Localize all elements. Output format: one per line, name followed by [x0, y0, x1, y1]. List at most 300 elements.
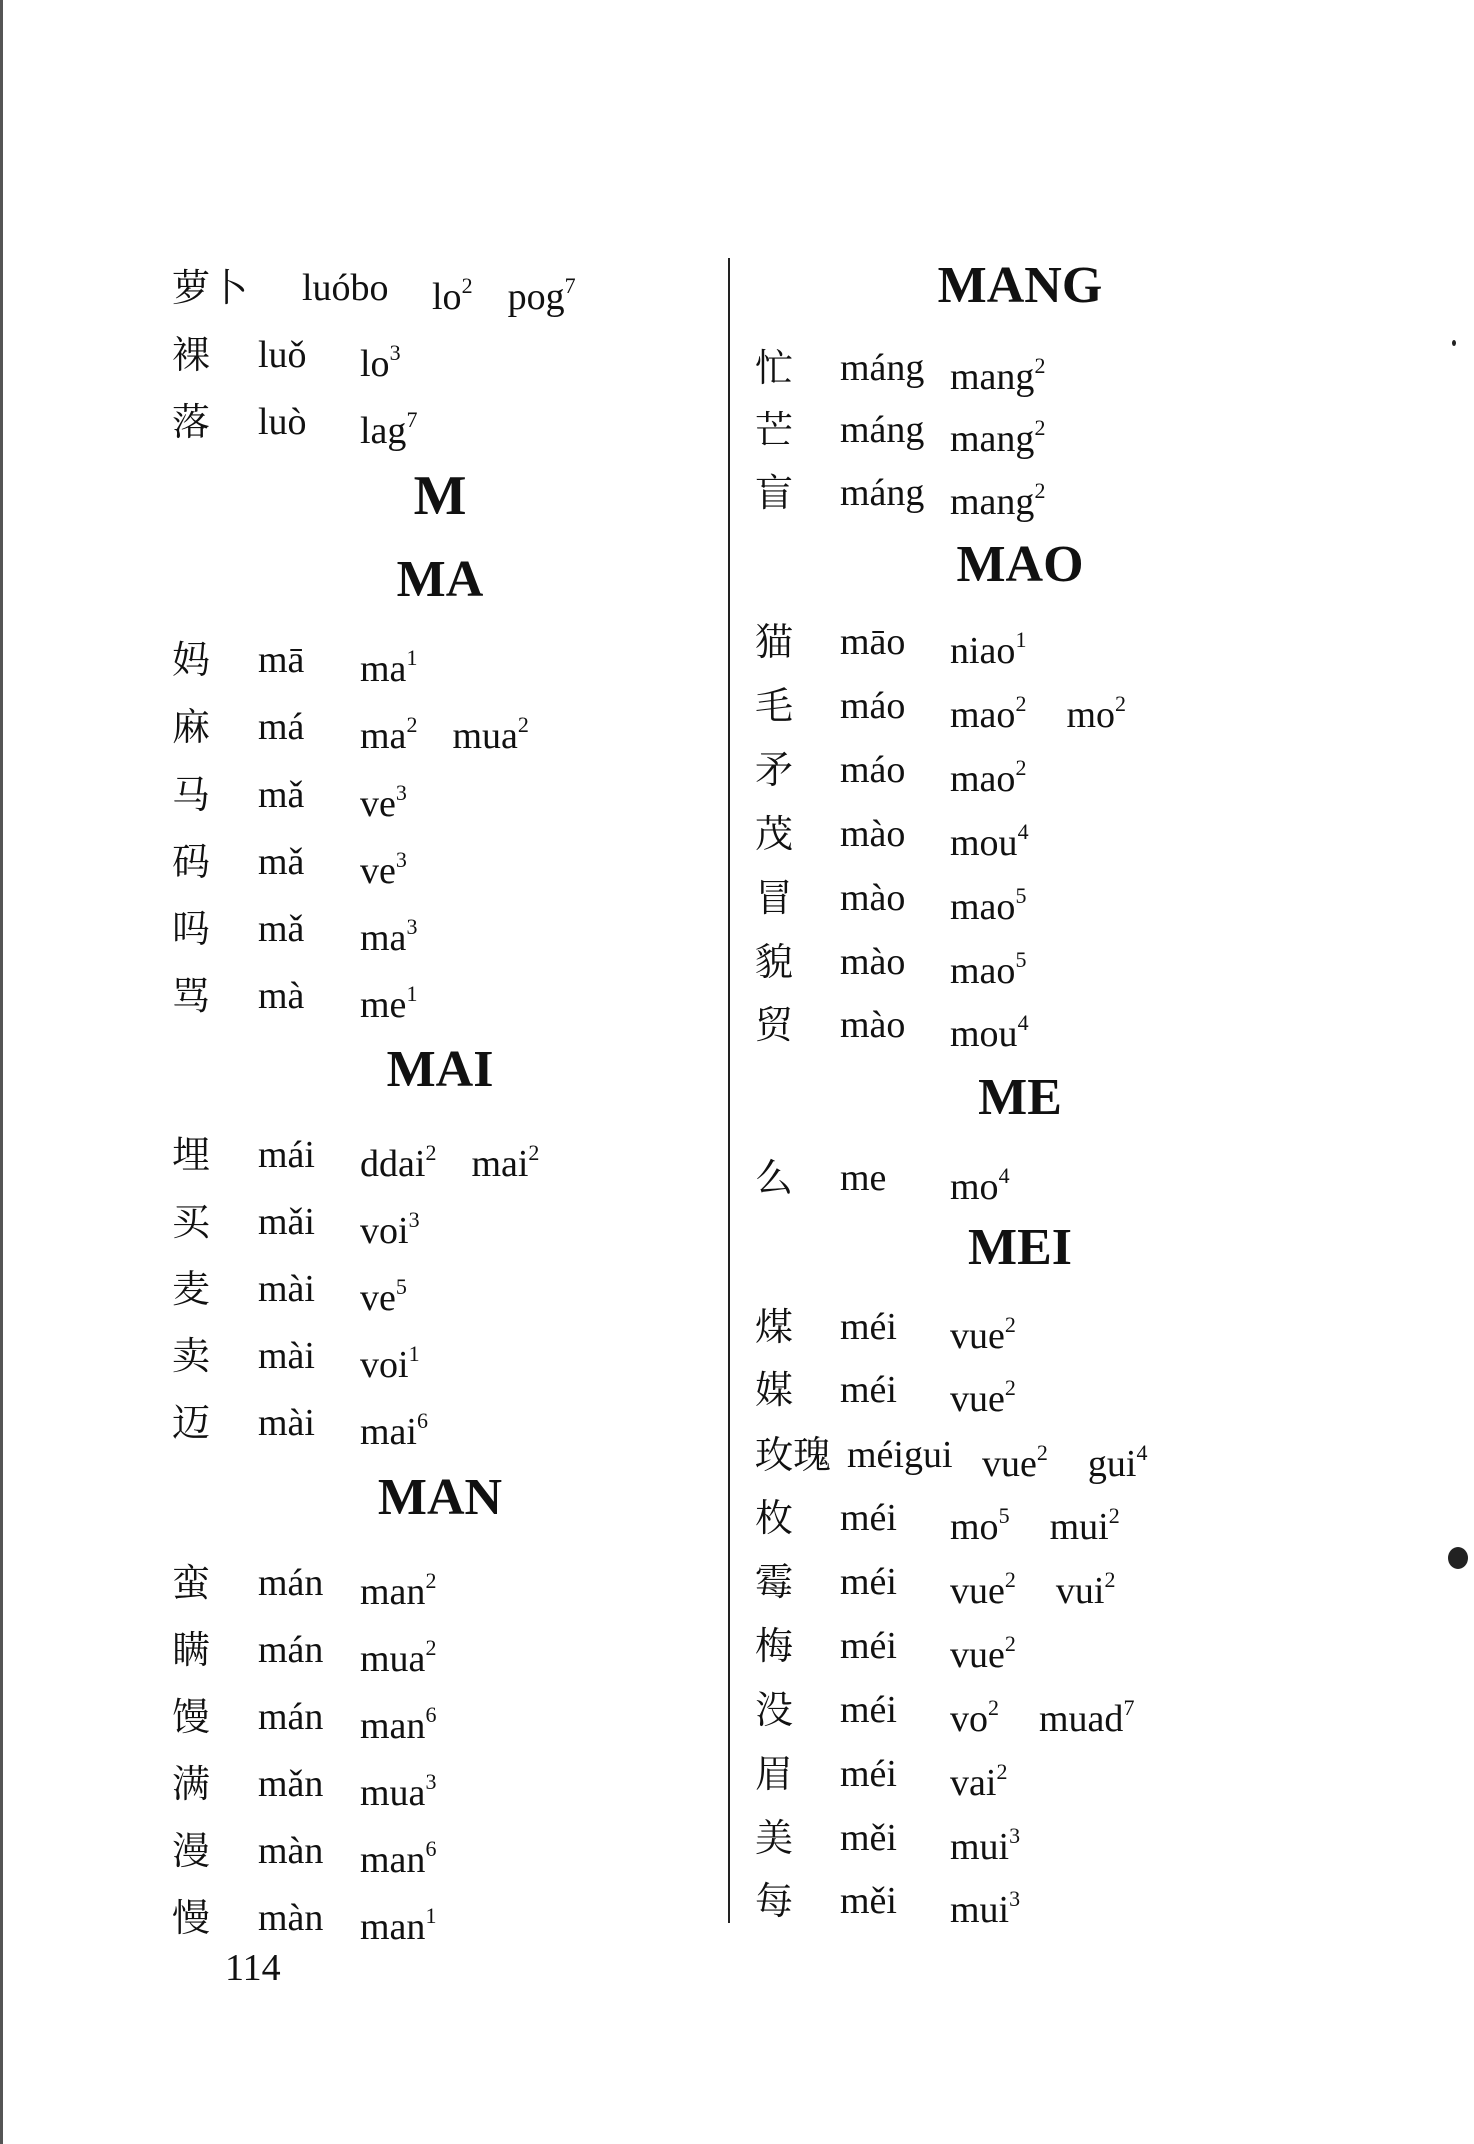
pinyin: méi	[840, 1369, 897, 1411]
dictionary-entry	[0, 1821, 720, 1881]
dictionary-entry	[0, 1553, 720, 1613]
hanzi: 毛	[755, 684, 794, 728]
dictionary-entry	[0, 1192, 720, 1252]
pinyin: mǎi	[258, 1201, 315, 1243]
pinyin: má	[258, 706, 305, 748]
reading	[950, 819, 1029, 864]
hanzi: 梅	[755, 1624, 794, 1668]
hanzi: 裸	[172, 333, 211, 377]
pinyin: mán	[258, 1696, 324, 1738]
readings	[950, 1148, 1010, 1217]
tone-number: 4	[1017, 1010, 1029, 1035]
hanzi: 吗	[172, 907, 211, 951]
readings	[950, 932, 1026, 1001]
hanzi: 貌	[755, 940, 794, 984]
readings	[432, 258, 576, 327]
dictionary-entry	[0, 765, 720, 825]
pinyin: měi	[840, 1880, 897, 1922]
hanzi: 美	[755, 1816, 794, 1860]
pinyin: mǎ	[258, 908, 305, 950]
tone-number: 2	[1004, 1312, 1016, 1337]
tone-number: 2	[1004, 1375, 1016, 1400]
dictionary-entry	[0, 832, 720, 892]
reading-base: vue	[982, 1442, 1037, 1485]
pinyin: mà	[258, 975, 305, 1017]
hanzi: 蛮	[172, 1561, 211, 1605]
tone-number: 2	[425, 1635, 437, 1660]
pinyin: mài	[258, 1335, 315, 1377]
reading-base: mua	[360, 1637, 426, 1680]
reading-base: me	[360, 983, 407, 1026]
reading	[360, 1207, 420, 1252]
pinyin: méigui	[847, 1434, 953, 1476]
tone-number: 1	[406, 645, 418, 670]
reading	[950, 1010, 1029, 1055]
dictionary-entry	[735, 740, 1474, 800]
dictionary-entry	[735, 1744, 1474, 1804]
reading-base: ma	[360, 916, 407, 959]
pinyin: méi	[840, 1689, 897, 1731]
reading-base: mai	[360, 1410, 417, 1453]
tone-number: 5	[998, 1503, 1010, 1528]
dictionary-entry	[735, 1425, 1474, 1485]
reading-base: ma	[360, 647, 407, 690]
tone-number: 2	[1004, 1567, 1016, 1592]
dictionary-entry	[0, 1888, 720, 1948]
tone-number: 5	[395, 1274, 407, 1299]
pinyin: mǎ	[258, 774, 305, 816]
reading-base: mao	[950, 949, 1016, 992]
readings	[360, 1620, 436, 1689]
hanzi: 贸	[755, 1003, 794, 1047]
readings	[950, 463, 1045, 532]
tone-number: 2	[996, 1759, 1008, 1784]
dictionary-entry	[735, 1297, 1474, 1357]
dictionary-entry	[0, 697, 720, 757]
hanzi: 眉	[755, 1752, 794, 1796]
pinyin: mǎn	[258, 1763, 324, 1805]
readings	[360, 1888, 436, 1957]
reading	[950, 1163, 1010, 1208]
hanzi: 落	[172, 400, 211, 444]
hanzi: 么	[755, 1156, 794, 1200]
readings	[360, 832, 407, 901]
reading-base: mua	[452, 714, 518, 757]
readings	[360, 325, 401, 394]
tone-number: 2	[1104, 1567, 1116, 1592]
reading-base: vo	[950, 1697, 988, 1740]
reading-base: ddai	[360, 1142, 426, 1185]
dictionary-entry	[735, 1488, 1474, 1548]
hanzi: 冒	[755, 876, 794, 920]
reading	[360, 1769, 437, 1814]
readings	[950, 1616, 1016, 1685]
reading-base: mui	[1049, 1505, 1109, 1548]
tone-number: 2	[988, 1695, 999, 1720]
reading-base: mou	[950, 821, 1018, 864]
dictionary-entry	[735, 1552, 1474, 1612]
readings	[950, 338, 1045, 407]
hanzi: 骂	[172, 974, 211, 1018]
reading-base: mui	[950, 1825, 1010, 1868]
tone-number: 2	[1034, 353, 1046, 378]
reading	[360, 1903, 437, 1948]
pinyin: máng	[840, 472, 925, 514]
reading-base: mao	[950, 885, 1016, 928]
readings	[950, 612, 1026, 681]
ink-speck	[1452, 340, 1456, 346]
reading-base: vue	[950, 1569, 1005, 1612]
dictionary-entry	[0, 392, 720, 452]
dictionary-entry	[0, 630, 720, 690]
hanzi: 满	[172, 1762, 211, 1806]
dictionary-entry	[0, 1259, 720, 1319]
reading	[950, 1631, 1016, 1676]
pinyin: máng	[840, 347, 925, 389]
reading	[950, 755, 1027, 800]
hanzi: 慢	[172, 1896, 211, 1940]
readings	[360, 1821, 436, 1890]
reading-base: man	[360, 1905, 426, 1948]
pinyin: luóbo	[302, 267, 389, 309]
dictionary-entry	[735, 612, 1474, 672]
reading	[950, 1375, 1016, 1420]
reading	[360, 340, 401, 385]
tone-number: 2	[1108, 1503, 1120, 1528]
reading-base: mao	[950, 757, 1016, 800]
tone-number: 4	[1017, 819, 1029, 844]
hanzi: 瞒	[172, 1628, 211, 1672]
hanzi: 猫	[755, 620, 794, 664]
dictionary-entry	[0, 1326, 720, 1386]
pinyin: mào	[840, 941, 906, 983]
dictionary-entry	[0, 1393, 720, 1453]
reading-base: mang	[950, 417, 1035, 460]
reading	[507, 273, 576, 318]
reading	[950, 947, 1027, 992]
reading	[360, 1341, 420, 1386]
dictionary-entry	[735, 1616, 1474, 1676]
reading-base: ve	[360, 1276, 396, 1319]
readings	[950, 1744, 1007, 1813]
hanzi: 埋	[172, 1133, 211, 1177]
syllable-heading: MAO	[956, 536, 1084, 593]
reading-base: pog	[507, 275, 565, 318]
reading	[360, 1274, 407, 1319]
readings	[360, 392, 417, 461]
reading-base: mo	[950, 1505, 999, 1548]
reading-base: mo	[950, 1165, 999, 1208]
readings	[950, 740, 1026, 809]
tone-number: 4	[1136, 1440, 1148, 1465]
pinyin: mài	[258, 1402, 315, 1444]
ink-dot	[1448, 1547, 1468, 1569]
reading-base: mai	[471, 1142, 529, 1185]
pinyin: mài	[258, 1268, 315, 1310]
reading	[1039, 1695, 1135, 1740]
readings	[360, 630, 417, 699]
readings	[360, 1393, 428, 1462]
dictionary-entry	[735, 1148, 1474, 1208]
dictionary-entry	[735, 1360, 1474, 1420]
tone-number: 7	[406, 407, 418, 432]
pinyin: méi	[840, 1561, 897, 1603]
reading	[1055, 1567, 1116, 1612]
tone-number: 3	[395, 780, 407, 805]
reading	[950, 1886, 1021, 1931]
column-divider	[728, 258, 730, 1923]
hanzi: 买	[172, 1200, 211, 1244]
reading-base: vue	[950, 1314, 1005, 1357]
pinyin: máng	[840, 409, 925, 451]
hanzi: 煤	[755, 1305, 794, 1349]
tone-number: 2	[1015, 691, 1027, 716]
tone-number: 2	[528, 1140, 540, 1165]
pinyin: méi	[840, 1753, 897, 1795]
hanzi: 每	[755, 1879, 794, 1923]
tone-number: 3	[389, 340, 401, 365]
page-number: 114	[225, 1947, 281, 1989]
reading-base: lo	[360, 342, 390, 385]
hanzi: 码	[172, 840, 211, 884]
dictionary-entry	[735, 1680, 1474, 1740]
dictionary-entry	[735, 676, 1474, 736]
reading	[950, 478, 1046, 523]
dictionary-entry	[735, 400, 1474, 460]
tone-number: 2	[425, 1568, 437, 1593]
tone-number: 2	[1036, 1440, 1048, 1465]
dictionary-entry	[735, 1808, 1474, 1868]
reading	[360, 1702, 437, 1747]
readings	[360, 899, 417, 968]
reading	[471, 1140, 540, 1185]
reading	[360, 914, 418, 959]
tone-number: 3	[425, 1769, 437, 1794]
reading-base: ma	[360, 714, 407, 757]
reading-base: niao	[950, 629, 1016, 672]
readings	[950, 804, 1029, 873]
reading	[950, 1695, 999, 1740]
hanzi: 麦	[172, 1267, 211, 1311]
tone-number: 2	[461, 273, 473, 298]
reading	[360, 780, 407, 825]
dictionary-entry	[0, 966, 720, 1026]
readings	[360, 1754, 436, 1823]
tone-number: 6	[425, 1702, 437, 1727]
dictionary-entry	[735, 868, 1474, 928]
syllable-heading: ME	[978, 1069, 1062, 1126]
hanzi: 芒	[755, 408, 794, 452]
pinyin: mào	[840, 877, 906, 919]
hanzi: 矛	[755, 748, 794, 792]
readings	[950, 1808, 1020, 1877]
readings	[950, 1871, 1020, 1940]
dictionary-entry	[0, 1620, 720, 1680]
reading-base: vue	[950, 1633, 1005, 1676]
dictionary-entry	[735, 463, 1474, 523]
pinyin: mào	[840, 1004, 906, 1046]
reading	[950, 1759, 1008, 1804]
tone-number: 6	[425, 1836, 437, 1861]
reading	[360, 981, 418, 1026]
hanzi: 枚	[755, 1496, 794, 1540]
pinyin: mán	[258, 1562, 324, 1604]
reading-base: man	[360, 1838, 426, 1881]
hanzi: 萝卜	[172, 266, 249, 310]
reading	[950, 627, 1027, 672]
hanzi: 馒	[172, 1695, 211, 1739]
reading-base: lo	[432, 275, 462, 318]
tone-number: 2	[1034, 478, 1046, 503]
tone-number: 2	[1015, 755, 1027, 780]
readings	[950, 676, 1126, 745]
reading	[950, 1503, 1010, 1548]
hanzi: 马	[172, 773, 211, 817]
reading	[1066, 691, 1126, 736]
reading	[1087, 1440, 1148, 1485]
pinyin: me	[840, 1157, 887, 1199]
reading-base: vai	[950, 1761, 997, 1804]
reading-base: vue	[950, 1377, 1005, 1420]
pinyin: méi	[840, 1625, 897, 1667]
tone-number: 3	[395, 847, 407, 872]
hanzi: 茂	[755, 812, 794, 856]
reading-base: mo	[1066, 693, 1115, 736]
reading-base: mang	[950, 355, 1035, 398]
reading-base: mui	[950, 1888, 1010, 1931]
reading	[950, 1567, 1016, 1612]
readings	[950, 400, 1045, 469]
tone-number: 2	[517, 712, 529, 737]
readings	[360, 1192, 420, 1261]
dictionary-entry	[0, 1687, 720, 1747]
reading-base: mao	[950, 693, 1016, 736]
tone-number: 3	[406, 914, 418, 939]
reading	[982, 1440, 1048, 1485]
syllable-heading: MAN	[377, 1469, 503, 1526]
readings	[360, 1259, 407, 1328]
reading	[432, 273, 473, 318]
tone-number: 3	[1009, 1823, 1021, 1848]
readings	[950, 1552, 1115, 1621]
dictionary-entry	[735, 804, 1474, 864]
reading-base: voi	[360, 1209, 409, 1252]
hanzi: 妈	[172, 638, 211, 682]
reading-base: mou	[950, 1012, 1018, 1055]
reading-base: lag	[360, 409, 407, 452]
hanzi: 玫瑰	[755, 1433, 832, 1477]
dictionary-entry	[735, 932, 1474, 992]
reading-base: vui	[1055, 1569, 1105, 1612]
readings	[360, 765, 407, 834]
readings	[950, 868, 1026, 937]
hanzi: 迈	[172, 1401, 211, 1445]
pinyin: mǎ	[258, 841, 305, 883]
readings	[360, 697, 529, 766]
tone-number: 2	[1034, 415, 1046, 440]
syllable-heading: MA	[396, 551, 484, 608]
reading	[360, 1568, 437, 1613]
reading-base: ve	[360, 849, 396, 892]
reading-base: muad	[1039, 1697, 1124, 1740]
hanzi: 没	[755, 1688, 794, 1732]
reading	[950, 1823, 1021, 1868]
reading	[950, 1312, 1016, 1357]
pinyin: mái	[258, 1134, 315, 1176]
reading-base: mua	[360, 1771, 426, 1814]
readings	[950, 995, 1029, 1064]
dictionary-entry	[0, 899, 720, 959]
reading-base: man	[360, 1570, 426, 1613]
pinyin: mā	[258, 639, 305, 681]
tone-number: 1	[1015, 627, 1027, 652]
reading	[360, 1635, 437, 1680]
pinyin: mán	[258, 1629, 324, 1671]
tone-number: 3	[1009, 1886, 1021, 1911]
hanzi: 忙	[755, 346, 794, 390]
reading	[360, 847, 407, 892]
tone-number: 7	[564, 273, 576, 298]
hanzi: 麻	[172, 705, 211, 749]
dictionary-entry	[0, 258, 720, 318]
pinyin: máo	[840, 685, 906, 727]
readings	[950, 1488, 1120, 1557]
reading	[950, 883, 1027, 928]
reading	[360, 1408, 428, 1453]
syllable-heading: MANG	[937, 257, 1103, 314]
pinyin: měi	[840, 1817, 897, 1859]
reading	[360, 1836, 437, 1881]
reading-base: voi	[360, 1343, 409, 1386]
tone-number: 2	[406, 712, 418, 737]
pinyin: méi	[840, 1497, 897, 1539]
pinyin: màn	[258, 1830, 324, 1872]
pinyin: méi	[840, 1306, 897, 1348]
tone-number: 3	[408, 1207, 420, 1232]
reading	[360, 712, 418, 757]
dictionary-entry	[735, 338, 1474, 398]
reading-base: man	[360, 1704, 426, 1747]
reading	[950, 353, 1046, 398]
readings	[360, 1125, 539, 1194]
tone-number: 1	[425, 1903, 437, 1928]
readings	[360, 1687, 436, 1756]
reading	[360, 645, 418, 690]
tone-number: 5	[1015, 883, 1027, 908]
dictionary-entry	[735, 1871, 1474, 1931]
pinyin: māo	[840, 621, 906, 663]
syllable-heading: MEI	[968, 1219, 1072, 1276]
tone-number: 5	[1015, 947, 1027, 972]
reading	[950, 691, 1027, 736]
reading	[950, 415, 1046, 460]
readings	[360, 1553, 436, 1622]
readings	[360, 966, 417, 1035]
reading	[1049, 1503, 1120, 1548]
readings	[950, 1680, 1134, 1749]
hanzi: 卖	[172, 1334, 211, 1378]
tone-number: 1	[406, 981, 418, 1006]
readings	[950, 1360, 1016, 1429]
readings	[982, 1425, 1147, 1494]
tone-number: 2	[1004, 1631, 1016, 1656]
reading-base: ve	[360, 782, 396, 825]
hanzi: 媒	[755, 1368, 794, 1412]
dictionary-entry	[0, 1754, 720, 1814]
reading	[360, 407, 418, 452]
tone-number: 1	[408, 1341, 420, 1366]
reading-base: mang	[950, 480, 1035, 523]
